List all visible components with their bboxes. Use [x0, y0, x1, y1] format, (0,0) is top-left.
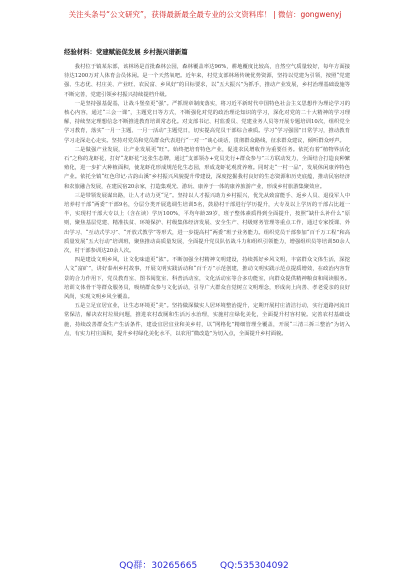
footer-contact — [0, 558, 408, 571]
document-body — [64, 48, 350, 339]
paragraph-talent: 三是带领发展谋出路，让人才动力更“足”。坚持以人才振兴助力乡村振兴，优先从致富能手、返乡人员、退役军人中培养村干部“两委”干部9名，分层分类开展选调生培训5名，鼓励村干部进行学历提升，大专及以上学历的干部占比超一半，实现村干部大专以上（含在读）学历100%，平均年龄39岁，班子整体素质得到全面提升，按照“缺什么补什么”原则，聚焦基层党建、精准扶贫、环境保护、村级集体经济发展、安全生产、村级财务管理等重点工作，通过专家授课、外出学习、“互动式学习”、“开放式教学”等形式，进一步提高村“两委”班子业务能力。组织党员干部参加“百千万工程”和高质量发展“五大行动”培训班，聚焦推动高质量发展，全面提升党员队伍战斗力和组织引领能力，增强组织员等培训50余人次，村干部参训达20余人次。 — [64, 192, 350, 255]
paragraph-strong-base: 一是坚持强基促基，让战斗堡垒更“强”。严抓规章制度落实，将习近平新时代中国特色社会主义思想作为理论学习的核心内容，通过“三会一课”，主题党日等方式，不断强化对党的政治理论知识的学习，深化对党的二十大精神的学习理解，持续坚定理想信念不断推进教育培训常态化。对支部书记、村监委员、党建业务人员等开展专题培训10次，组织党全学习教育，落实“一月一主题、一月一活动”主题党日，切实提高党员干部综合素质。学习“学习强国”日常学习，推动教育学习走深走心走实。坚持对党员和党员群众代表进行“一对一”谈心谈话，贯彻群众路线，征求群众建议，倾听群众呼声。 — [64, 100, 350, 144]
banner-wechat: 微信：gongwenyj — [277, 10, 342, 19]
footer-qq: QQ:535304092 — [220, 561, 289, 571]
paragraph-ecology: 五是立足宜居宜业，让生态环境更“美”。坚持做深做实人居环境整治提升，定期开展村庄清洁行动，实行道路河流日常保洁，解决农村垃圾问题，推进农村改厕和生活污水治理，实施村庄绿化美化，全面提升村容村貌。完善农村基础设施，持续改善群众生产生活条件，建设宜居宜业和美乡村，以“网格化”精细管理全覆盖，开展“三清三拆三整治”为切入点，有实力村庄面积，提升乡村绿化美化水平，以农用“微改造”为切入点，全面提升乡村面貌。 — [64, 303, 350, 337]
document-title: 经验材料：党建赋能促发展 乡村振兴谱新篇 — [64, 48, 188, 56]
footer-qq-group: QQ群：30265665 — [119, 561, 198, 571]
paragraph-industry: 二是做强产业发展，让产业发展更“旺”。始终把培育特色产业，促进农民增收作为重要任务。依托有着“植物界活化石”之称的龙虾花，打好“龙虾花”这张生态牌，通过“支部领办+党员先行+群众参与”三方联动发力，全面结合打造良种繁殖化，进一步扩大种植面积，使龙虾花形成规范化生态园，形成龙虾花观赏养殖。同时走“一村一品”，发展休闲康养特色产业。依托全镇“红色印记·古韵山溪”乡村振兴风貌提升带建设，深度挖掘我村良好的生态资源和历史底蕴，推动民宿经济和农旅融合发展，在建民宿20余家，打造集观光、游玩、康养于一体的康养旅游产业，形成乡村旅游集聚效应。 — [64, 146, 350, 190]
header-banner: 关注头条号“公文研究”，获得最新最全最专业的公文资料库！ | 微信：gongwenyj — [68, 10, 342, 19]
banner-text: 关注头条号“公文研究”，获得最新最全最专业的公文资料库！ — [68, 10, 272, 19]
paragraph-intro: 我村位于镇某东部，该林场是首批森林公园，森林覆盖率达96%，耕地覆度比较高，自然空气质量较好，每年方面接待达1200万对人体育会员休闲。是一个天然氧吧。近年来，村党支部林场传统优势资源，坚持以党建为引领，按照“党建强、生态优、村庄美、产业旺、农民富、乡风好”的目标要求，以“五大振兴”为抓手，推动产业发展，乡村治理基础设施等不断完善，党建引领乡村振兴持续提档升级。 — [64, 64, 350, 98]
paragraph-culture: 四是建设文明乡风，让文化味道更“浓”。不断加强全村精神文明建设，持续抓好乡风文明，丰富群众文体生活，深挖人文“富矿”，讲好泰州乡村故事，开展文明实践活动和“百千万”示范创建，推动文明实践示范点提质增效，在政治内容背景的合力作用下，党员教育室、图书阅览室、科普活动室，文化活动室等合多功能室，向群众提供精神粮食和阅读服务。培训文体骨干等群众服务员，吸纳群众参与文化活动，引导广大群众自觉树立文明理念，形成向上向善、孝老爱亲的良好风尚，实现文明乡风全覆盖。 — [64, 257, 350, 301]
